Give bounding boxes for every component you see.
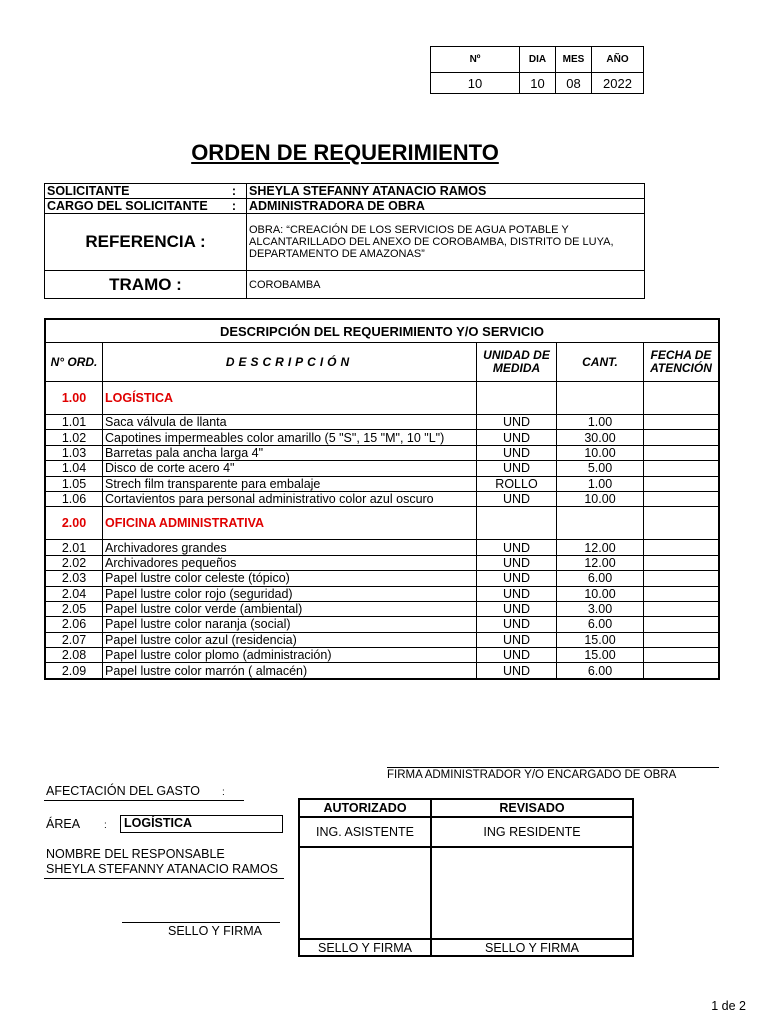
item-date <box>644 461 720 476</box>
table-row <box>45 571 719 586</box>
item-date <box>644 476 720 491</box>
item-unit: UND <box>477 632 557 647</box>
section-number: 2.00 <box>45 507 103 540</box>
revisado-signature-area <box>431 847 633 939</box>
cargo-value: ADMINISTRADORA DE OBRA <box>247 199 645 214</box>
ing-residente: ING RESIDENTE <box>431 817 633 847</box>
date-ano: 2022 <box>592 73 644 94</box>
table-row <box>45 476 719 491</box>
item-quantity: 5.00 <box>557 461 644 476</box>
item-unit: UND <box>477 617 557 632</box>
section-number: 1.00 <box>45 382 103 415</box>
cargo-label: CARGO DEL SOLICITANTE : <box>45 199 247 214</box>
item-date <box>644 415 720 430</box>
date-header-ano: AÑO <box>592 47 644 73</box>
item-date <box>644 540 720 555</box>
date-mes: 08 <box>556 73 592 94</box>
requirements-table <box>44 318 720 680</box>
item-quantity: 1.00 <box>557 476 644 491</box>
item-unit: UND <box>477 491 557 506</box>
sello-line <box>122 922 280 923</box>
item-date <box>644 430 720 445</box>
item-date <box>644 445 720 460</box>
section-name: OFICINA ADMINISTRATIVA <box>103 507 477 540</box>
item-description: Archivadores pequeños <box>103 555 477 570</box>
item-quantity: 10.00 <box>557 491 644 506</box>
table-row <box>45 430 719 445</box>
date-box <box>430 46 644 94</box>
item-date <box>644 663 720 679</box>
date-header-num: Nº <box>431 47 520 73</box>
item-unit: UND <box>477 555 557 570</box>
section-unidad <box>477 382 557 415</box>
item-description: Papel lustre color verde (ambiental) <box>103 601 477 616</box>
item-description: Papel lustre color celeste (tópico) <box>103 571 477 586</box>
item-quantity: 10.00 <box>557 586 644 601</box>
item-unit: UND <box>477 430 557 445</box>
autorizado-signature-area <box>299 847 431 939</box>
table-row <box>45 632 719 647</box>
item-quantity: 6.00 <box>557 617 644 632</box>
item-unit: UND <box>477 586 557 601</box>
responsable-block <box>46 847 278 877</box>
item-date <box>644 617 720 632</box>
table-body <box>45 382 719 679</box>
table-row <box>45 663 719 679</box>
area-value: LOGÍSTICA <box>120 815 283 833</box>
date-header-dia: DIA <box>520 47 556 73</box>
item-number: 1.04 <box>45 461 103 476</box>
table-row <box>45 491 719 506</box>
item-unit: UND <box>477 601 557 616</box>
section-fecha <box>644 507 720 540</box>
date-num: 10 <box>431 73 520 94</box>
page-title: ORDEN DE REQUERIMIENTO <box>191 140 499 165</box>
item-description: Papel lustre color naranja (social) <box>103 617 477 632</box>
sello-firma-right: SELLO Y FIRMA <box>431 939 633 956</box>
date-header-mes: MES <box>556 47 592 73</box>
item-description: Cortavientos para personal administrativo color azul oscuro <box>103 491 477 506</box>
responsable-line <box>44 878 284 879</box>
item-number: 2.08 <box>45 648 103 663</box>
table-section-title: DESCRIPCIÓN DEL REQUERIMIENTO Y/O SERVICIO <box>45 319 719 343</box>
responsable-name: SHEYLA STEFANNY ATANACIO RAMOS <box>46 862 279 876</box>
solicitante-value: SHEYLA STEFANNY ATANACIO RAMOS <box>247 184 645 199</box>
item-unit: UND <box>477 415 557 430</box>
item-date <box>644 632 720 647</box>
item-quantity: 6.00 <box>557 663 644 679</box>
item-unit: UND <box>477 540 557 555</box>
section-unidad <box>477 507 557 540</box>
item-number: 1.02 <box>45 430 103 445</box>
ing-asistente: ING. ASISTENTE <box>299 817 431 847</box>
col-desc-header: DESCRIPCIÓN <box>103 343 477 382</box>
admin-signature-line <box>387 767 719 768</box>
item-unit: UND <box>477 648 557 663</box>
table-row <box>45 617 719 632</box>
table-row <box>45 445 719 460</box>
col-fecha-header: FECHA DE ATENCIÓN <box>644 343 720 382</box>
afectacion-label: AFECTACIÓN DEL GASTO : <box>46 784 225 798</box>
item-quantity: 15.00 <box>557 632 644 647</box>
col-ord-header: N° ORD. <box>45 343 103 382</box>
admin-signature-label: FIRMA ADMINISTRADOR Y/O ENCARGADO DE OBRA <box>387 769 677 781</box>
item-number: 1.03 <box>45 445 103 460</box>
section-cant <box>557 507 644 540</box>
section-cant <box>557 382 644 415</box>
item-number: 1.01 <box>45 415 103 430</box>
item-number: 2.04 <box>45 586 103 601</box>
item-description: Capotines impermeables color amarillo (5 "S", 15 "M", 10 "L") <box>103 430 477 445</box>
col-unidad-header: UNIDAD DE MEDIDA <box>477 343 557 382</box>
date-dia: 10 <box>520 73 556 94</box>
item-date <box>644 555 720 570</box>
request-info <box>44 183 645 299</box>
solicitante-label: SOLICITANTE : <box>45 184 247 199</box>
sello-label: SELLO Y FIRMA <box>167 924 263 938</box>
section-row <box>45 382 719 415</box>
sello-firma-left: SELLO Y FIRMA <box>299 939 431 956</box>
table-header-row <box>45 343 719 382</box>
item-date <box>644 601 720 616</box>
responsable-label: NOMBRE DEL RESPONSABLE <box>46 847 225 861</box>
item-unit: UND <box>477 663 557 679</box>
item-number: 2.05 <box>45 601 103 616</box>
table-row <box>45 461 719 476</box>
item-description: Papel lustre color plomo (administración) <box>103 648 477 663</box>
item-unit: UND <box>477 571 557 586</box>
table-row <box>45 415 719 430</box>
area-label: ÁREA : <box>46 817 107 831</box>
item-quantity: 1.00 <box>557 415 644 430</box>
referencia-label: REFERENCIA : <box>45 214 247 271</box>
item-unit: ROLLO <box>477 476 557 491</box>
table-row <box>45 555 719 570</box>
item-quantity: 30.00 <box>557 430 644 445</box>
section-name: LOGÍSTICA <box>103 382 477 415</box>
item-date <box>644 586 720 601</box>
item-unit: UND <box>477 461 557 476</box>
afectacion-line <box>44 800 244 801</box>
item-description: Barretas pala ancha larga 4" <box>103 445 477 460</box>
item-description: Archivadores grandes <box>103 540 477 555</box>
section-row <box>45 507 719 540</box>
item-description: Papel lustre color rojo (seguridad) <box>103 586 477 601</box>
table-row <box>45 586 719 601</box>
item-description: Papel lustre color marrón ( almacén) <box>103 663 477 679</box>
item-description: Disco de corte acero 4" <box>103 461 477 476</box>
table-row <box>45 601 719 616</box>
table-row <box>45 540 719 555</box>
item-description: Papel lustre color azul (residencia) <box>103 632 477 647</box>
tramo-label: TRAMO : <box>45 271 247 299</box>
item-number: 2.06 <box>45 617 103 632</box>
item-number: 2.01 <box>45 540 103 555</box>
item-number: 2.02 <box>45 555 103 570</box>
item-unit: UND <box>477 445 557 460</box>
revisado-header: REVISADO <box>431 799 633 817</box>
item-number: 1.05 <box>45 476 103 491</box>
item-quantity: 12.00 <box>557 555 644 570</box>
item-number: 2.07 <box>45 632 103 647</box>
item-date <box>644 571 720 586</box>
item-quantity: 10.00 <box>557 445 644 460</box>
table-row <box>45 648 719 663</box>
item-number: 1.06 <box>45 491 103 506</box>
referencia-value: OBRA: “CREACIÓN DE LOS SERVICIOS DE AGUA POTABLE Y ALCANTARILLADO DEL ANEXO DE COROBAMBA, DISTRITO DE LUYA, DEPARTAMENTO DE AMAZONAS” <box>247 214 645 271</box>
item-quantity: 15.00 <box>557 648 644 663</box>
page-number: 1 de 2 <box>711 999 746 1013</box>
item-date <box>644 648 720 663</box>
authorization-table <box>298 798 634 957</box>
tramo-value: COROBAMBA <box>247 271 645 299</box>
item-date <box>644 491 720 506</box>
item-number: 2.09 <box>45 663 103 679</box>
item-quantity: 6.00 <box>557 571 644 586</box>
item-description: Strech film transparente para embalaje <box>103 476 477 491</box>
item-description: Saca válvula de llanta <box>103 415 477 430</box>
item-quantity: 3.00 <box>557 601 644 616</box>
autorizado-header: AUTORIZADO <box>299 799 431 817</box>
section-fecha <box>644 382 720 415</box>
item-quantity: 12.00 <box>557 540 644 555</box>
col-cant-header: CANT. <box>557 343 644 382</box>
item-number: 2.03 <box>45 571 103 586</box>
